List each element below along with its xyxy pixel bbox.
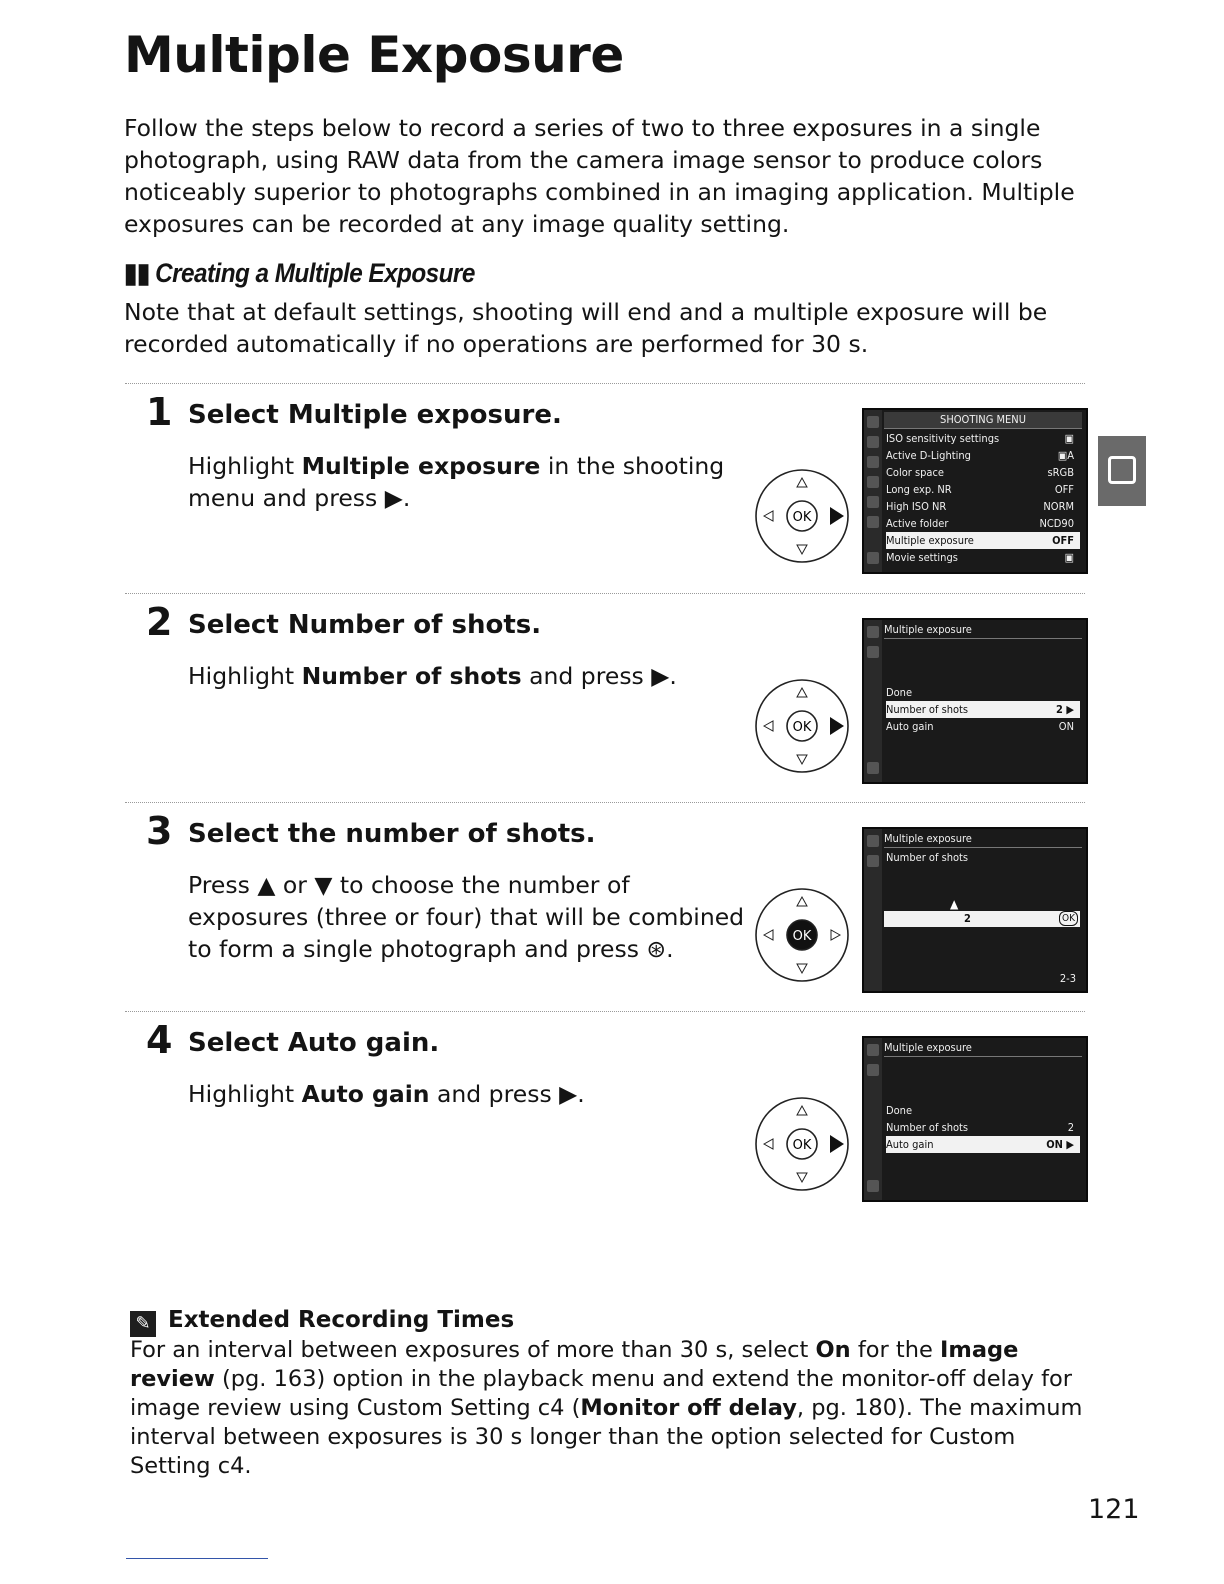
tip-text: for the [850, 1337, 941, 1363]
row-label: Multiple exposure [886, 534, 974, 547]
pencil-icon: ✎ [130, 1311, 156, 1337]
step-heading-plain: Select the number of shots. [188, 819, 596, 849]
step-text [188, 1078, 748, 1110]
shooting-menu-tab-icon [1098, 436, 1146, 506]
step-heading-plain: Select [188, 610, 288, 640]
dial-ok-label: OK [792, 1138, 812, 1153]
tip-body [130, 1336, 1100, 1481]
menu-row [886, 1102, 1080, 1119]
step-1 [124, 386, 1084, 586]
dial-ok-label: OK [792, 510, 812, 525]
step-number: 4 [146, 1018, 173, 1062]
menu-row [886, 684, 1080, 701]
step-text-bold: Multiple exposure [301, 452, 541, 480]
tip-heading: Extended Recording Times [168, 1307, 515, 1333]
row-value: ▣ [1064, 551, 1074, 564]
tip-text: , pg. 180). The maximum interval between exposures is 30 s longer than the option selected for Custom Setting c4. [130, 1395, 1083, 1479]
section-note: Note that at default settings, shooting will end and a multiple exposure will be recorded automatically if no operations are performed for 30 s. [124, 298, 1048, 358]
screen-title: Multiple exposure [884, 831, 1082, 848]
multiple-exposure-screen [862, 618, 1088, 784]
step-number: 3 [146, 809, 173, 853]
row-label: ISO sensitivity settings [886, 432, 1000, 445]
tip-bold: Image review [130, 1337, 1019, 1392]
menu-row [886, 447, 1080, 464]
step-text [188, 869, 748, 965]
menu-row-highlighted [886, 701, 1080, 718]
row-label: Number of shots [886, 1121, 969, 1134]
step-number: 1 [146, 390, 173, 434]
row-value: 2 [1067, 1121, 1074, 1134]
tip-text: For an interval between exposures of more than 30 s, select [130, 1337, 816, 1363]
range-label: 2-3 [1059, 972, 1076, 985]
step-heading [188, 400, 562, 430]
step-text-plain: Press ▲ or ▼ to choose the number of exposures (three or four) that will be combined to form a single photograph and press ⊛. [188, 871, 745, 963]
step-text [188, 660, 748, 692]
section-mark: ▮▮ [124, 258, 150, 288]
menu-tab-column [864, 1038, 882, 1200]
row-label: Number of shots [886, 703, 969, 716]
tip-bold: On [815, 1337, 851, 1363]
step-3 [124, 805, 1084, 1005]
section-heading-text: Creating a Multiple Exposure [155, 258, 475, 288]
step-heading-plain: Select [188, 400, 288, 430]
step-number: 2 [146, 600, 173, 644]
menu-row [886, 464, 1080, 481]
divider [125, 1011, 1085, 1012]
row-label: Movie settings [886, 551, 958, 564]
row-value: ▣ [1064, 432, 1074, 445]
menu-row [886, 549, 1080, 566]
screen-title: Multiple exposure [884, 1040, 1082, 1057]
step-text-tail: in the shooting menu and press ▶. [188, 452, 725, 512]
shooting-menu-screen [862, 408, 1088, 574]
tip-bold: Monitor off delay [580, 1395, 797, 1421]
divider [125, 383, 1085, 384]
menu-row [886, 718, 1080, 735]
menu-row [886, 1119, 1080, 1136]
row-label: Active folder [886, 517, 949, 530]
row-value: ON [1058, 720, 1074, 733]
menu-tab-column [864, 829, 882, 991]
menu-row [886, 481, 1080, 498]
divider [125, 593, 1085, 594]
row-label: Auto gain [886, 1138, 934, 1151]
menu-row [886, 498, 1080, 515]
row-value: ▣A [1057, 449, 1074, 462]
menu-tab-column [864, 620, 882, 782]
row-label: High ISO NR [886, 500, 947, 513]
step-text-tail: and press ▶. [521, 662, 677, 690]
row-label: Color space [886, 466, 945, 479]
screen-title: SHOOTING MENU [884, 412, 1082, 429]
auto-gain-screen [862, 1036, 1088, 1202]
step-2 [124, 596, 1084, 796]
footer-rule [126, 1558, 268, 1559]
step-heading-bold: Auto gain. [287, 1028, 440, 1058]
step-text-plain: Highlight [188, 662, 302, 690]
step-heading [188, 610, 541, 640]
multi-selector-right-icon [752, 676, 852, 776]
step-heading [188, 819, 596, 849]
value-slider [884, 911, 1080, 927]
row-label: Active D-Lighting [886, 449, 971, 462]
step-text-bold: Auto gain [301, 1080, 430, 1108]
tip-text: (pg. 163) option in the playback menu and extend the monitor-off delay for image review using Custom Setting c4 ( [130, 1366, 1073, 1421]
intro-paragraph: Follow the steps below to record a series of two to three exposures in a single photograph, using RAW data from the camera image sensor to produce colors noticeably superior to photographs combined in an imaging application. Multiple exposures can be recorded at any image quality setting. [124, 114, 1075, 238]
step-heading-plain: Select [188, 1028, 288, 1058]
step-text-tail: and press ▶. [429, 1080, 585, 1108]
up-arrow-icon: ▲ [950, 897, 959, 911]
menu-row [886, 430, 1080, 447]
row-value: OFF [1052, 534, 1074, 547]
multi-selector-ok-icon [752, 885, 852, 985]
section-heading [124, 258, 475, 289]
row-label: Auto gain [886, 720, 934, 733]
step-heading-bold: Multiple exposure. [287, 400, 562, 430]
menu-tab-column [864, 410, 882, 572]
step-text-plain: Highlight [188, 1080, 302, 1108]
step-text-plain: Highlight [188, 452, 302, 480]
dial-ok-label: OK [792, 929, 812, 944]
step-4 [124, 1014, 1084, 1214]
step-heading [188, 1028, 439, 1058]
number-of-shots-screen [862, 827, 1088, 993]
ok-badge: OK [1059, 911, 1078, 926]
row-value: sRGB [1047, 466, 1074, 479]
row-label: Done [886, 1104, 913, 1117]
row-label: Done [886, 686, 913, 699]
menu-row [886, 515, 1080, 532]
row-value: NORM [1043, 500, 1074, 513]
row-value: NCD90 [1039, 517, 1074, 530]
screen-title: Multiple exposure [884, 622, 1082, 639]
row-value: 2 ▶ [1056, 703, 1074, 716]
page-title: Multiple Exposure [124, 26, 624, 84]
row-value: ON ▶ [1046, 1138, 1074, 1151]
menu-row-highlighted [886, 1136, 1080, 1153]
multi-selector-right-icon [752, 466, 852, 566]
row-label: Long exp. NR [886, 483, 952, 496]
multi-selector-right-icon [752, 1094, 852, 1194]
step-heading-bold: Number of shots. [287, 610, 542, 640]
page-number: 121 [1088, 1494, 1140, 1525]
row-value: OFF [1054, 483, 1074, 496]
menu-row-highlighted [886, 532, 1080, 549]
shots-value: 2 [964, 912, 971, 925]
step-text [188, 450, 748, 514]
divider [125, 802, 1085, 803]
dial-ok-label: OK [792, 720, 812, 735]
step-text-bold: Number of shots [301, 662, 522, 690]
screen-subtitle: Number of shots [886, 851, 969, 864]
